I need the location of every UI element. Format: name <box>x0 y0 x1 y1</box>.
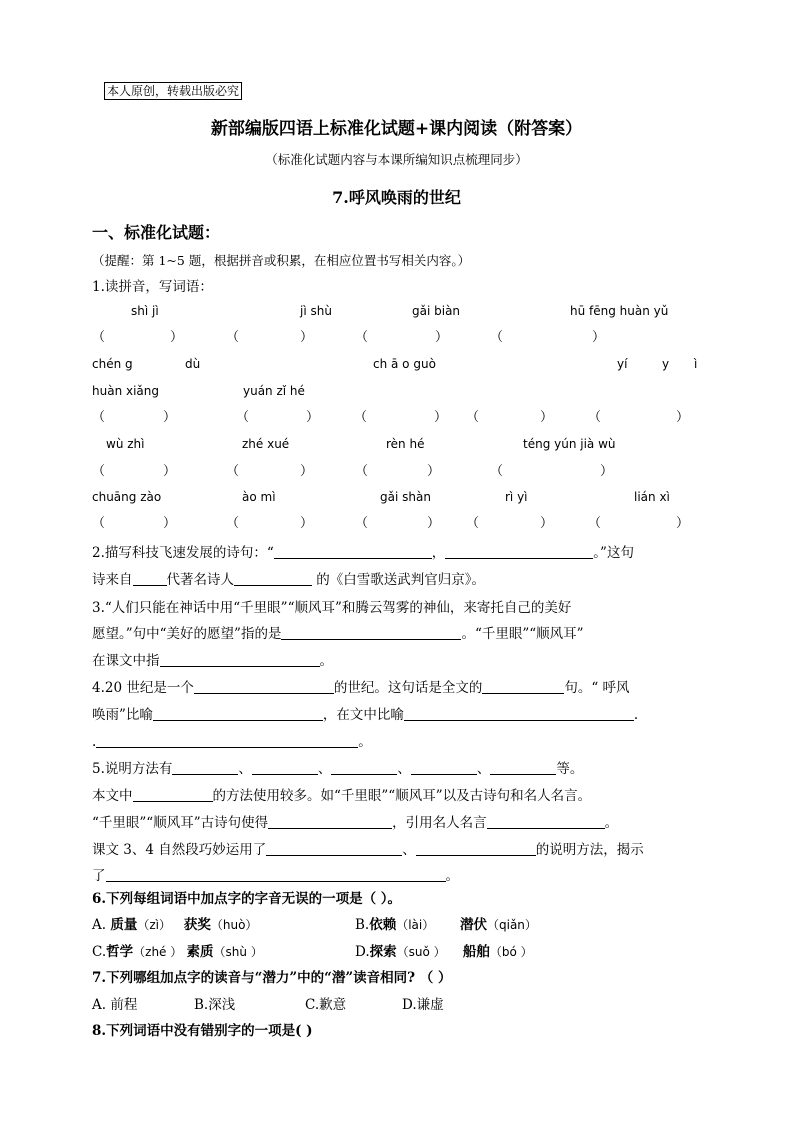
q6-stem: 6.下列每组词语中加点字的字音无误的一项是（ ）。 <box>92 891 402 907</box>
q3-line-1: 3.“人们只能在神话中用“千里眼”“顺风耳”和腾云驾雾的神仙，来寄托自己的美好 <box>92 600 572 616</box>
text: 的方法使用较多。如“千里眼”“顺风耳”以及古诗句和名人名言。 <box>212 788 592 804</box>
text: 等。 <box>556 761 584 777</box>
pinyin: wù zhì <box>106 437 145 451</box>
answer-box-open: （ <box>490 464 504 479</box>
answer-box-open: （ <box>226 330 240 345</box>
answer-blank[interactable] <box>268 814 392 829</box>
answer-box-close: ） <box>434 410 448 425</box>
q7-option-d[interactable]: D.谦虚 <box>402 997 444 1013</box>
pinyin: yuán zǐ hé <box>243 384 305 398</box>
word: 潜伏 <box>460 917 487 933</box>
text: 在课文中指 <box>92 653 160 669</box>
text: 、 <box>476 761 491 777</box>
q6-option-a[interactable] <box>92 913 257 933</box>
answer-box-close: ） <box>676 410 690 425</box>
q7-stem: 7.下列哪组加点字的读音与“潜力”中的“潜”读音相同? （ ） <box>92 970 452 986</box>
pinyin: （suǒ ） <box>396 945 446 959</box>
q4-line-2 <box>92 703 638 723</box>
instruction-tip: （提醒：第 1~5 题，根据拼音或积累，在相应位置书写相关内容。） <box>92 253 471 268</box>
answer-box-open: （ <box>226 464 240 479</box>
page-subtitle: （标准化试题内容与本课所编知识点梳理同步） <box>265 152 528 167</box>
answer-box-close: ） <box>163 410 177 425</box>
q4-line-1 <box>92 676 630 696</box>
text: 唤雨”比喻 <box>92 707 153 723</box>
pinyin: rì yì <box>505 490 528 504</box>
q2-line-2 <box>92 568 485 588</box>
pinyin: téng yún jià wù <box>523 437 616 451</box>
text: 。 <box>445 868 459 884</box>
text: 。“千里眼”“顺风耳” <box>461 626 584 642</box>
option-label: B. <box>355 917 370 933</box>
text: 2.描写科技飞速发展的诗句：“ <box>92 545 274 561</box>
answer-box-open: （ <box>490 330 504 345</box>
answer-blank[interactable] <box>487 814 605 829</box>
answer-box-open: （ <box>92 464 106 479</box>
text: 本文中 <box>92 788 133 804</box>
pinyin: dù <box>185 357 201 371</box>
pinyin: shì jì <box>131 304 159 318</box>
answer-blank[interactable] <box>331 760 397 775</box>
answer-box-close: ） <box>163 464 177 479</box>
word: 船舶 <box>462 944 490 960</box>
answer-blank[interactable] <box>274 544 432 559</box>
text: 的世纪。这句话是全文的 <box>333 680 483 696</box>
text: 的《白雪歌送武判官归京》。 <box>312 572 486 588</box>
q1-label: 1.读拼音，写词语： <box>92 279 213 295</box>
pinyin: gǎi shàn <box>380 490 431 504</box>
pinyin: （qiǎn） <box>487 918 537 932</box>
pinyin: （zhé ） <box>133 945 183 959</box>
answer-box-close: ） <box>170 330 184 345</box>
pinyin: （bó ） <box>489 945 533 959</box>
answer-blank[interactable] <box>133 787 213 802</box>
answer-blank[interactable] <box>490 760 556 775</box>
option-label: C. <box>92 944 107 960</box>
pinyin: ch ā o guò <box>373 357 436 371</box>
answer-blank[interactable] <box>133 571 167 586</box>
text: 5.说明方法有 <box>92 761 173 777</box>
option-label: A. <box>92 917 111 933</box>
word: 质量 <box>110 917 138 933</box>
answer-box-close: ） <box>592 330 606 345</box>
pinyin: rèn hé <box>386 437 425 451</box>
q7-option-b[interactable]: B.深浅 <box>194 997 236 1013</box>
text: . <box>633 707 639 723</box>
text: . <box>92 734 97 750</box>
text: 。 <box>604 815 619 831</box>
answer-box-close: ） <box>427 464 441 479</box>
answer-blank[interactable] <box>266 841 402 856</box>
answer-box-close: ） <box>600 464 614 479</box>
pinyin: （zì） <box>137 918 171 932</box>
section-heading: 一、标准化试题： <box>92 223 221 242</box>
q3-line-2 <box>92 622 584 642</box>
answer-blank[interactable] <box>106 867 446 882</box>
q6-option-c[interactable] <box>92 940 263 960</box>
text: 诗来自 <box>92 572 133 588</box>
pinyin: yí <box>617 357 628 371</box>
text: 。 <box>319 653 333 669</box>
word: 素质 <box>186 944 214 960</box>
copyright-notice: 本人原创，转载出版必究 <box>104 82 242 100</box>
q5-line-4 <box>92 838 644 858</box>
page-title: 新部编版四语上标准化试题+课内阅读（附答案） <box>210 119 583 139</box>
pinyin: zhé xué <box>242 437 290 451</box>
answer-blank[interactable] <box>252 760 318 775</box>
pinyin: gǎi biàn <box>412 304 461 318</box>
text: 。”这句 <box>593 545 634 561</box>
q5-line-1 <box>92 757 583 777</box>
pinyin: huàn xiǎng <box>92 384 159 398</box>
q3-line-3 <box>92 649 333 669</box>
pinyin: y <box>662 357 670 371</box>
pinyin: ào mì <box>242 490 276 504</box>
text: 句。“ 呼风 <box>564 680 630 696</box>
text: ，引用名人名言 <box>392 815 487 831</box>
answer-blank[interactable] <box>153 706 323 721</box>
pinyin: （shù ） <box>213 945 263 959</box>
text: 课文 3、4 自然段巧妙运用了 <box>92 842 267 858</box>
word: 依赖 <box>369 917 397 933</box>
answer-blank[interactable] <box>482 679 564 694</box>
answer-box-close: ） <box>540 410 554 425</box>
pinyin: （huò） <box>210 918 258 932</box>
answer-blank[interactable] <box>416 841 536 856</box>
answer-box-open: （ <box>236 410 250 425</box>
q7-option-c[interactable]: C.歉意 <box>305 997 347 1013</box>
q5-line-3 <box>92 811 618 831</box>
answer-blank[interactable] <box>445 544 593 559</box>
answer-blank[interactable] <box>172 760 238 775</box>
answer-blank[interactable] <box>234 571 312 586</box>
pinyin: ì <box>694 357 698 371</box>
pinyin: chén g <box>92 357 133 371</box>
text: 、 <box>238 761 252 777</box>
pinyin: hū fēng huàn yǔ <box>570 304 669 318</box>
answer-box-close: ） <box>300 516 314 531</box>
answer-box-close: ） <box>427 516 441 531</box>
answer-box-open: （ <box>466 516 480 531</box>
text: ， <box>431 545 446 561</box>
answer-box-open: （ <box>226 516 240 531</box>
pinyin: （lài） <box>396 918 435 932</box>
answer-box-open: （ <box>588 516 602 531</box>
answer-box-close: ） <box>300 330 314 345</box>
text: 愿望。”句中“美好的愿望”指的是 <box>92 626 282 642</box>
answer-blank[interactable] <box>404 706 634 721</box>
q8-stem: 8.下列词语中没有错别字的一项是( ) <box>92 1023 313 1039</box>
answer-box-close: ） <box>540 516 554 531</box>
text: “千里眼”“顺风耳”古诗句使得 <box>92 815 269 831</box>
q5-line-5 <box>92 864 459 884</box>
answer-blank[interactable] <box>281 625 461 640</box>
pinyin: lián xì <box>634 490 670 504</box>
q6-option-b[interactable] <box>355 913 537 933</box>
q2-line-1 <box>92 541 634 561</box>
q7-option-a[interactable]: A. 前程 <box>92 997 138 1013</box>
option-label: D. <box>355 944 370 960</box>
answer-blank[interactable] <box>411 760 477 775</box>
answer-box-close: ） <box>163 516 177 531</box>
text: 。 <box>358 734 372 750</box>
text: 、 <box>402 842 416 858</box>
text: 、 <box>397 761 411 777</box>
answer-blank[interactable] <box>96 733 358 748</box>
answer-box-open: （ <box>354 410 368 425</box>
text: 了 <box>92 868 106 884</box>
text: 4.20 世纪是一个 <box>92 680 194 696</box>
answer-box-close: ） <box>300 464 314 479</box>
answer-box-open: （ <box>355 330 369 345</box>
answer-box-open: （ <box>92 410 106 425</box>
answer-box-open: （ <box>355 516 369 531</box>
word: 探索 <box>369 944 397 960</box>
answer-box-open: （ <box>588 410 602 425</box>
pinyin: chuāng zào <box>92 490 162 504</box>
text: 、 <box>317 761 332 777</box>
answer-box-open: （ <box>466 410 480 425</box>
answer-blank[interactable] <box>160 652 320 667</box>
answer-box-close: ） <box>676 516 690 531</box>
text: 代著名诗人 <box>166 572 234 588</box>
answer-box-close: ） <box>306 410 320 425</box>
answer-box-open: （ <box>355 464 369 479</box>
lesson-title: 7.呼风唤雨的世纪 <box>332 188 461 207</box>
q6-option-d[interactable] <box>355 940 533 960</box>
q4-line-3 <box>92 730 372 750</box>
text: ，在文中比喻 <box>322 707 404 723</box>
q5-line-2 <box>92 784 591 804</box>
answer-blank[interactable] <box>194 679 334 694</box>
text: 的说明方法，揭示 <box>535 842 644 858</box>
pinyin: jì shù <box>300 304 332 318</box>
answer-box-close: ） <box>435 330 449 345</box>
answer-box-open: （ <box>92 330 106 345</box>
word: 获奖 <box>183 917 211 933</box>
word: 哲学 <box>106 944 134 960</box>
answer-box-open: （ <box>92 516 106 531</box>
